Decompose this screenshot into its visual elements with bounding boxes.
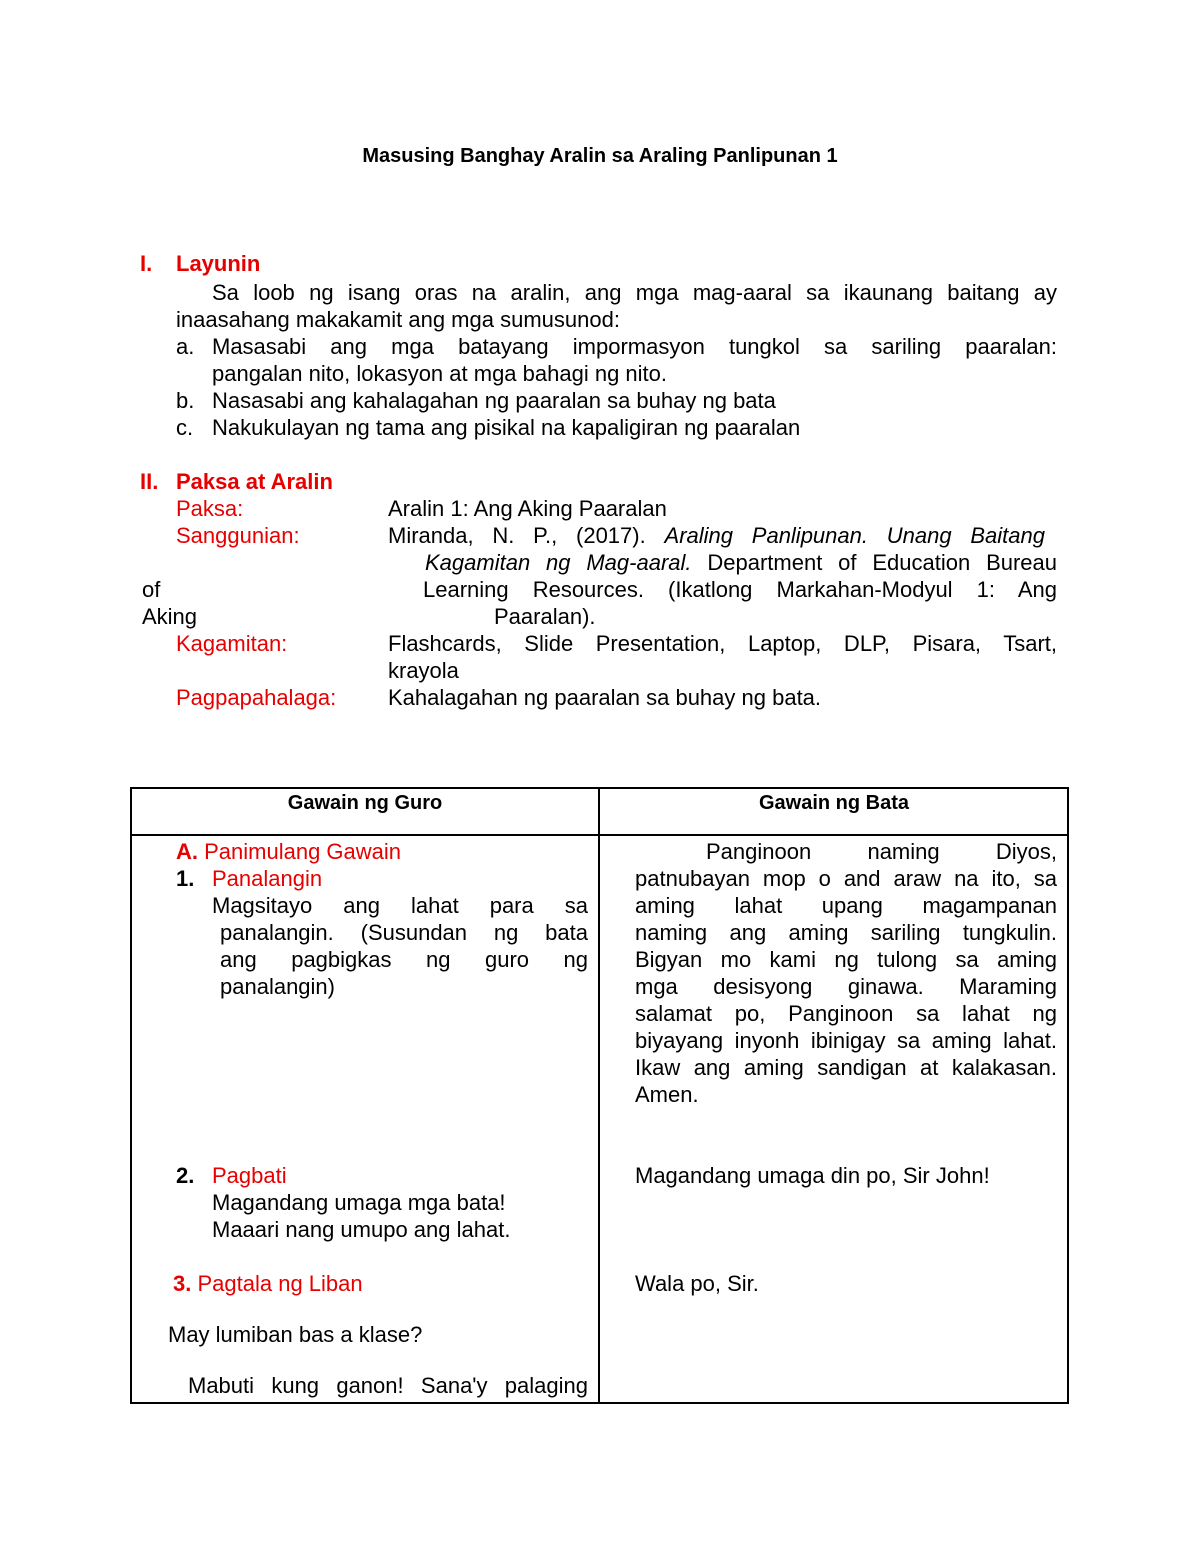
section-2-heading: Paksa at Aralin: [176, 469, 333, 494]
guro-prayer-line-2: panalangin. (Susundan ng bata: [220, 920, 588, 945]
sanggunian-of: of: [142, 577, 161, 602]
pagpapahalaga-label: Pagpapahalaga:: [176, 685, 337, 710]
bata-prayer-line-7: salamat po, Panginoon sa lahat ng: [635, 1001, 1057, 1026]
guro-attendance-question: May lumiban bas a klase?: [168, 1322, 423, 1347]
bata-prayer-line-2: patnubayan mop o and araw na ito, sa: [635, 866, 1057, 891]
kagamitan-line-2: krayola: [388, 658, 459, 683]
objective-a-line-2: pangalan nito, lokasyon at mga bahagi ng nito.: [212, 361, 667, 386]
sanggunian-line-2: [425, 549, 1057, 576]
objective-c-letter: c.: [176, 415, 194, 440]
section-1-intro-line-2: inaasahang makakamit ang mga sumusunod:: [176, 307, 620, 332]
section-2-numeral: II.: [140, 469, 159, 494]
guro-prayer-line-3: ang pagbigkas ng guro ng: [220, 947, 588, 972]
guro-section-3: [173, 1270, 363, 1297]
guro-greeting-line-2: Maaari nang umupo ang lahat.: [212, 1217, 511, 1242]
bata-prayer-line-8: biyayang inyonh ibinigay sa aming lahat.: [635, 1028, 1057, 1053]
item-2-label: Pagbati: [212, 1163, 287, 1188]
guro-last-line: Mabuti kung ganon! Sana'y palaging: [188, 1373, 588, 1398]
guro-greeting-line-1: Magandang umaga mga bata!: [212, 1190, 506, 1215]
guro-section-a: [176, 838, 401, 865]
objective-a-line-1: Masasabi ang mga batayang impormasyon tungkol sa sariling paaralan:: [212, 334, 1057, 359]
guro-prayer-line-1: Magsitayo ang lahat para sa: [212, 893, 588, 918]
bata-prayer-amen: Amen.: [635, 1082, 699, 1107]
item-2-number: 2.: [176, 1163, 195, 1188]
sanggunian-title-2: Kagamitan ng Mag-aaral.: [425, 550, 692, 575]
item-1-label: Panalangin: [212, 866, 323, 891]
sanggunian-line-3: Learning Resources. (Ikatlong Markahan-Modyul 1: Ang: [423, 577, 1057, 602]
pagpapahalaga-value: Kahalagahan ng paaralan sa buhay ng bata.: [388, 685, 822, 710]
bata-prayer-line-4: naming ang aming sariling tungkulin.: [635, 920, 1057, 945]
bata-prayer-line-5: Bigyan mo kami ng tulong sa aming: [635, 947, 1057, 972]
sanggunian-publisher: Department of Education Bureau: [707, 550, 1058, 575]
bata-prayer-line-6: mga desisyong ginawa. Maraming: [635, 974, 1057, 999]
item-1-number: 1.: [176, 866, 195, 891]
item-3-number: 3.: [173, 1271, 192, 1296]
bata-prayer-line-1: Panginoon naming Diyos,: [706, 839, 1057, 864]
item-3-label: Pagtala ng Liban: [197, 1271, 363, 1296]
paksa-value: Aralin 1: Ang Aking Paaralan: [388, 496, 667, 521]
paksa-label: Paksa:: [176, 496, 244, 521]
objective-b-letter: b.: [176, 388, 195, 413]
table-header-divider: [130, 834, 1069, 836]
sanggunian-title-1: Araling Panlipunan. Unang Baitang: [664, 523, 1045, 548]
table-header-guro: Gawain ng Guro: [287, 792, 443, 814]
bata-prayer-line-3: aming lahat upang magampanan: [635, 893, 1057, 918]
section-1-numeral: I.: [140, 251, 153, 276]
objective-a-letter: a.: [176, 334, 195, 359]
objective-b-text: Nasasabi ang kahalagahan ng paaralan sa buhay ng bata: [212, 388, 776, 413]
section-a-letter: A.: [176, 839, 198, 864]
bata-attendance-reply: Wala po, Sir.: [635, 1271, 759, 1296]
objective-c-text: Nakukulayan ng tama ang pisikal na kapaligiran ng paaralan: [212, 415, 801, 440]
sanggunian-author: Miranda, N. P., (2017).: [388, 523, 646, 548]
section-1-intro-line-1: Sa loob ng isang oras na aralin, ang mga mag-aaral sa ikaunang baitang ay: [212, 280, 1057, 305]
sanggunian-line-1: [388, 522, 1045, 549]
table-column-divider: [598, 787, 600, 1404]
bata-prayer-line-9: Ikaw ang aming sandigan at kalakasan.: [635, 1055, 1057, 1080]
bata-greeting-reply: Magandang umaga din po, Sir John!: [635, 1163, 990, 1188]
sanggunian-aking: Aking: [142, 604, 198, 629]
page-title: Masusing Banghay Aralin sa Araling Panlipunan 1: [362, 145, 838, 167]
kagamitan-line-1: Flashcards, Slide Presentation, Laptop, DLP, Pisara, Tsart,: [388, 631, 1057, 656]
section-a-label: Panimulang Gawain: [204, 839, 402, 864]
sanggunian-label: Sanggunian:: [176, 523, 300, 548]
kagamitan-label: Kagamitan:: [176, 631, 288, 656]
guro-prayer-line-4: panalangin): [220, 974, 335, 999]
sanggunian-line-4: Paaralan).: [494, 604, 596, 629]
section-1-heading: Layunin: [176, 251, 261, 276]
table-header-bata: Gawain ng Bata: [758, 792, 910, 814]
